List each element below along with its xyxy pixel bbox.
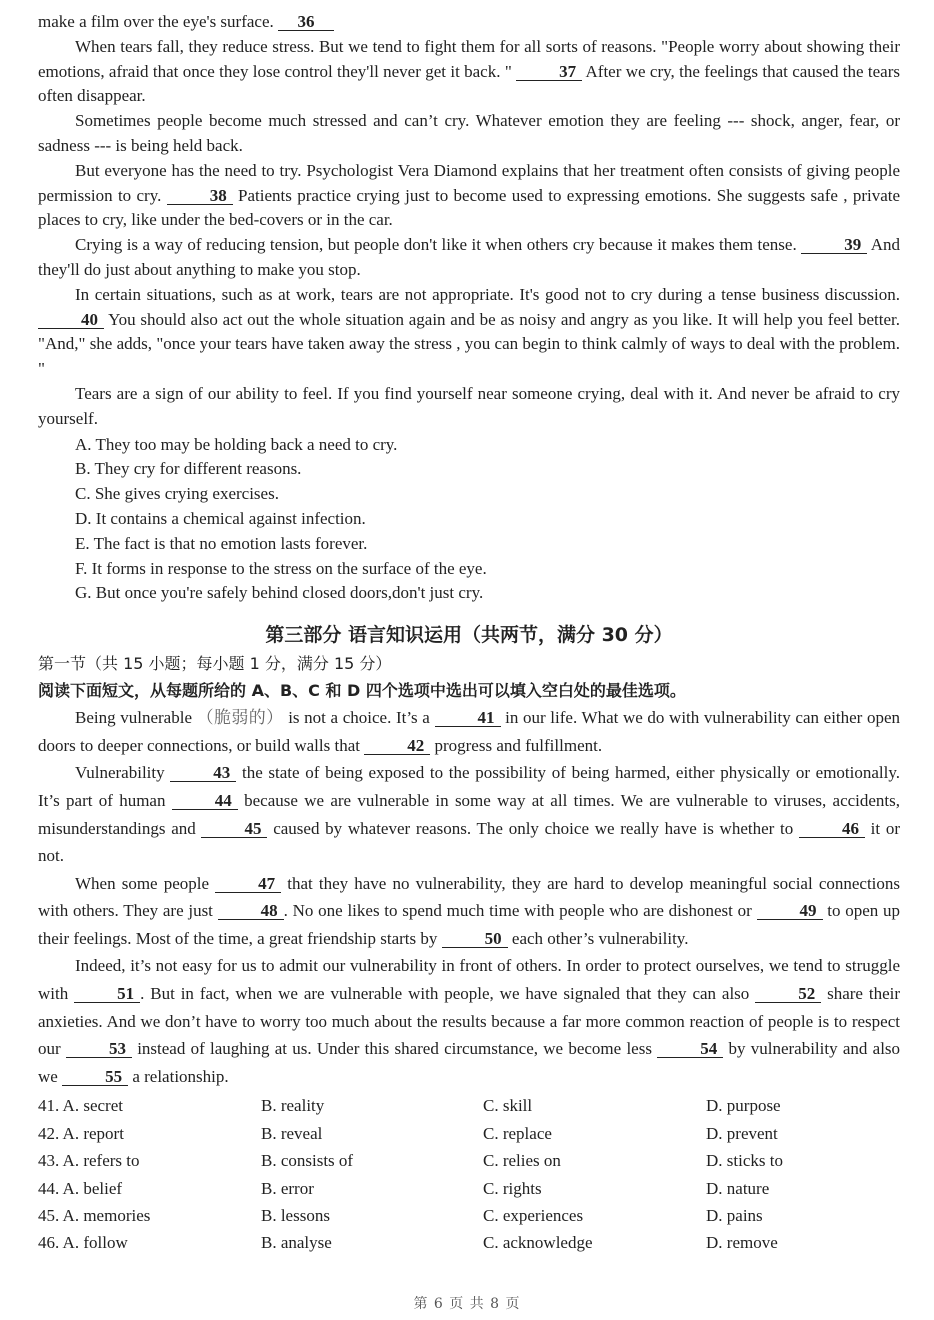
paragraph-37: When tears fall, they reduce stress. But we tend to fight them for all sorts of reasons. "People worry about showing their emotions, afraid that once they lose control they'll never get it back. " 37 After we cry, the feelings that caused the tears often disappear. [38, 36, 900, 106]
blank-46: 46 [799, 820, 865, 838]
choice-row-43: 43. A. refers to B. consists of C. relies on D. sticks to [38, 1151, 783, 1171]
cloze-passage [38, 704, 900, 1090]
choice-row-45: 45. A. memories B. lessons C. experiences D. pains [38, 1206, 763, 1226]
blank-55: 55 [62, 1068, 128, 1086]
choice-row-44: 44. A. belief B. error C. rights D. nature [38, 1178, 770, 1198]
page-footer: 第 6 页 共 8 页 [413, 1296, 521, 1312]
instruction: 阅读下面短文，从每题所给的 A、B、C 和 D 四个选项中选出可以填入空白处的最佳选项。 [38, 681, 686, 701]
blank-48: 48 [218, 902, 284, 920]
option-g: G. But once you're safely behind closed doors,don't just cry. [75, 583, 484, 603]
paragraph-38: But everyone has the need to try. Psychologist Vera Diamond explains that her treatment often consists of giving people permission to cry. 38 Patients practice crying just to become used to expressing emotions. She suggests safe , private places to cry, like under the bed-covers or in the car. [38, 160, 901, 230]
cloze-paragraph-2: Vulnerability 43 the state of being exposed to the possibility of being harmed, either physically or emotionally. It’s part of human 44 because we are vulnerable in some way at all times. We are vulnerable to viruses, accidents, misunderstandings and 45 caused by whatever reasons. The only choice we really have is whether to 46 it or not. [38, 763, 901, 866]
blank-54: 54 [657, 1040, 723, 1058]
blank-40: 40 [38, 311, 104, 329]
blank-44: 44 [172, 792, 238, 810]
paragraph-39: Crying is a way of reducing tension, but people don't like it when others cry because it makes them tense. 39 And they'll do just about anything to make you stop. [38, 235, 901, 279]
option-c: C. She gives crying exercises. [75, 484, 279, 504]
choice-row-41: 41. A. secret B. reality C. skill D. purpose [38, 1096, 781, 1116]
cloze-paragraph-3: When some people 47 that they have no vulnerability, they are hard to develop meaningful social connections with others. They are just 48 . No one likes to spend much time with people who are dishonest or 49 to open up their feelings. Most of the time, a great friendship starts by 50 each other’s vulnerability. [38, 873, 901, 948]
blank-50: 50 [442, 930, 508, 948]
blank-37: 37 [516, 63, 582, 81]
section-one-title: 第一节（共 15 小题；每小题 1 分，满分 15 分） [38, 654, 392, 674]
blank-38: 38 [167, 187, 233, 205]
blank-53: 53 [66, 1040, 132, 1058]
option-d: D. It contains a chemical against infection. [75, 508, 366, 528]
blank-36: 36 [278, 13, 334, 31]
blank-42: 42 [364, 737, 430, 755]
part-three-title: 第三部分 语言知识运用（共两节，满分 30 分） [265, 624, 673, 647]
blank-41: 41 [435, 709, 501, 727]
option-a: A. They too may be holding back a need to cry. [75, 434, 398, 454]
reading-options [75, 433, 900, 607]
blank-47: 47 [215, 875, 281, 893]
choice-row-46: 46. A. follow B. analyse C. acknowledge D. remove [38, 1233, 778, 1253]
paragraph-36: make a film over the eye's surface. 36 [38, 10, 900, 35]
blank-49: 49 [757, 902, 823, 920]
cloze-paragraph-1: Being vulnerable （脆弱的） is not a choice. It’s a 41 in our life. What we do with vulnerability can either open doors to deeper connections, or build walls that 42 progress and fulfillment. [38, 708, 901, 755]
choice-row-42: 42. A. report B. reveal C. replace D. prevent [38, 1123, 778, 1143]
choice-table [38, 1092, 900, 1256]
blank-52: 52 [755, 985, 821, 1003]
blank-39: 39 [801, 236, 867, 254]
blank-45: 45 [201, 820, 267, 838]
option-b: B. They cry for different reasons. [75, 459, 302, 479]
option-f: F. It forms in response to the stress on the surface of the eye. [75, 558, 487, 578]
blank-51: 51 [74, 985, 140, 1003]
paragraph-tears: Tears are a sign of our ability to feel. If you find yourself near someone crying, deal with it. And never be afraid to cry yourself. [38, 383, 900, 428]
cloze-paragraph-4: Indeed, it’s not easy for us to admit our vulnerability in front of others. In order to protect ourselves, we tend to struggle with 51 . But in fact, when we are vulnerable with people, we have signaled that they can also 52 share their anxieties. And we don’t have to worry too much about the results because a far more common reaction of people is to respect our 53 instead of laughing at us. Under this shared circumstance, we become less 54 by vulnerability and also we 55 a relationship. [38, 956, 901, 1086]
blank-43: 43 [170, 764, 236, 782]
exam-page [38, 10, 900, 1257]
paragraph-40: In certain situations, such as at work, tears are not appropriate. It's good not to cry during a tense business discussion. 40 You should also act out the whole situation again and be as noisy and angry as you like. It will help you feel better. "And," she adds, "once your tears have taken away the stress , you can begin to think calmly of ways to deal with the problem. " [38, 284, 900, 379]
option-e: E. The fact is that no emotion lasts forever. [75, 533, 368, 553]
paragraph-sometimes: Sometimes people become much stressed and can’t cry. Whatever emotion they are feeling --- shock, anger, fear, or sadness --- is being held back. [38, 111, 900, 155]
